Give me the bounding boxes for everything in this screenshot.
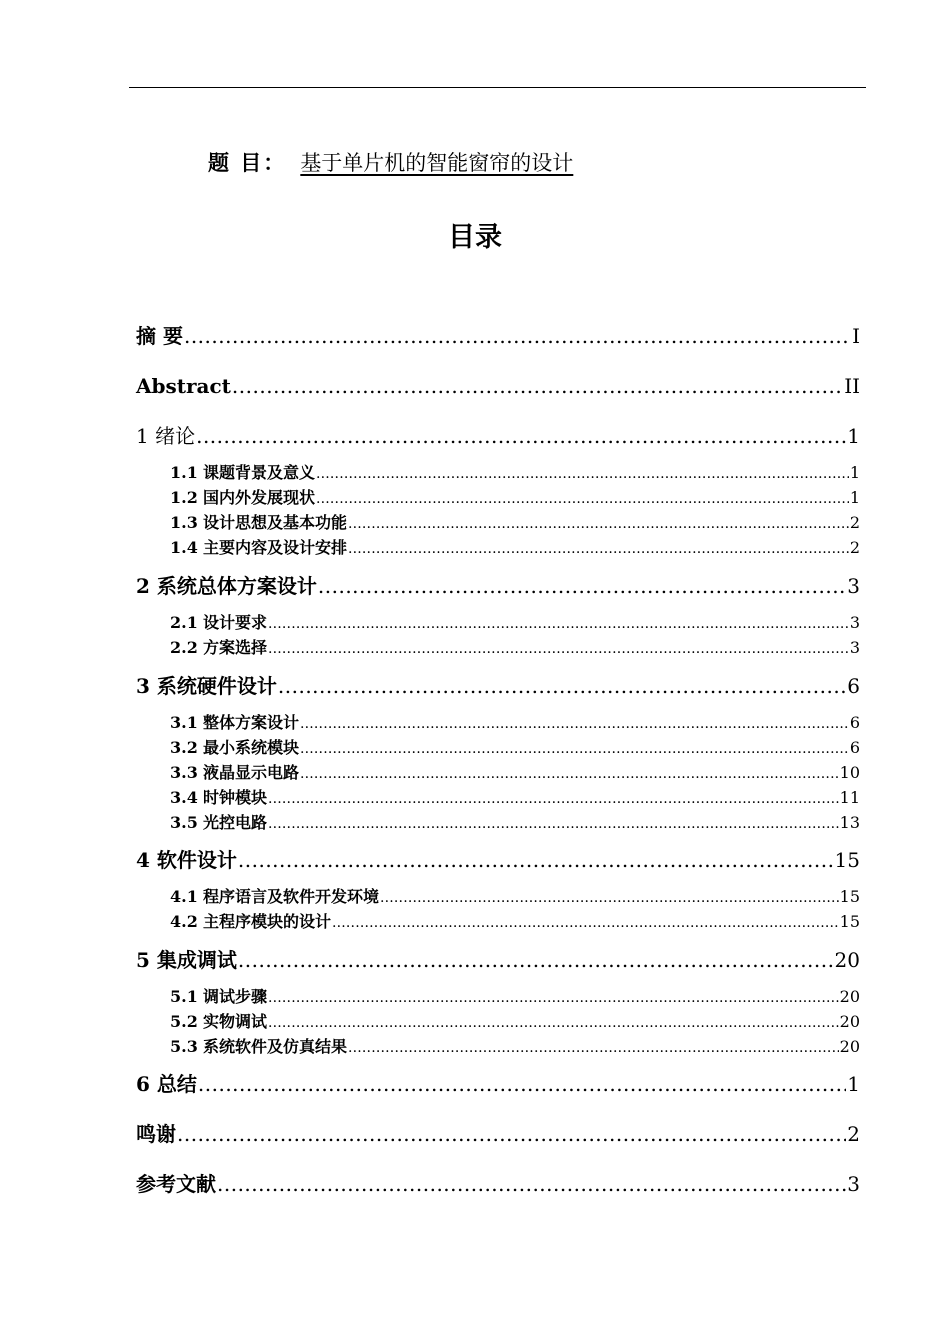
dot-leader <box>278 672 846 700</box>
toc-entry-3-5[interactable] <box>170 812 860 835</box>
toc-entry-1-3[interactable] <box>170 512 860 535</box>
dot-leader <box>268 986 839 1009</box>
toc-section-number: 1.1 <box>170 463 198 482</box>
toc-entry-page: 1 <box>849 463 860 482</box>
toc-entry-page: 15 <box>839 912 860 931</box>
toc-entry-page: 20 <box>839 1037 860 1056</box>
dot-leader <box>177 1120 846 1148</box>
toc-section-title: 程序语言及软件开发环境 <box>202 887 379 906</box>
toc-entry-3-2[interactable] <box>170 737 860 760</box>
dot-leader <box>332 911 839 934</box>
toc-section-title: 主程序模块的设计 <box>202 912 331 931</box>
toc-section-title: 调试步骤 <box>202 987 267 1006</box>
toc-section-number: 4.1 <box>170 887 198 906</box>
subject-label: 题 目： <box>208 150 287 175</box>
toc-entry-label: 参考文献 <box>136 1172 216 1196</box>
dot-leader <box>300 737 849 760</box>
toc-section-title: 系统软件及仿真结果 <box>202 1037 347 1056</box>
toc-entry-label: 1 绪论 <box>136 424 196 448</box>
dot-leader <box>268 612 849 635</box>
toc-entry-page: 3 <box>847 1172 860 1196</box>
dot-leader <box>348 1036 839 1059</box>
toc-entry-ch5[interactable] <box>136 946 860 974</box>
dot-leader <box>300 762 839 785</box>
dot-leader <box>316 487 849 510</box>
subject-value: 基于单片机的智能窗帘的设计 <box>300 151 574 175</box>
toc-entry-page: 2 <box>849 538 860 557</box>
toc-entry-label: 摘 要 <box>136 324 183 348</box>
toc-entry-1-4[interactable] <box>170 537 860 560</box>
toc-section-number: 3.4 <box>170 788 198 807</box>
toc-entry-page: II <box>844 374 860 398</box>
toc-entry-page: 20 <box>834 948 860 972</box>
toc-section-title: 课题背景及意义 <box>202 463 315 482</box>
dot-leader <box>318 572 846 600</box>
toc-entry-ch3[interactable] <box>136 672 860 700</box>
toc-section-number: 5.3 <box>170 1037 198 1056</box>
toc-entry-ch4[interactable] <box>136 846 860 874</box>
toc-entry-page: 2 <box>847 1122 860 1146</box>
toc-entry-label: 鸣谢 <box>136 1122 176 1146</box>
toc-entry-page: 20 <box>839 1012 860 1031</box>
toc-section-number: 5.1 <box>170 987 198 1006</box>
toc-section-title: 整体方案设计 <box>202 713 299 732</box>
dot-leader <box>268 787 839 810</box>
toc-entry-label: 6 总结 <box>136 1072 197 1096</box>
dot-leader <box>217 1170 846 1198</box>
dot-leader <box>232 372 843 400</box>
toc-entry-5-3[interactable] <box>170 1036 860 1059</box>
toc-entry-page: 3 <box>847 574 860 598</box>
toc-entry-4-2[interactable] <box>170 911 860 934</box>
toc-section-title: 实物调试 <box>202 1012 267 1031</box>
dot-leader <box>268 812 839 835</box>
toc-entry-page: 3 <box>849 613 860 632</box>
toc-entry-page: 6 <box>849 738 860 757</box>
dot-leader <box>300 712 849 735</box>
toc-section-title: 液晶显示电路 <box>202 763 299 782</box>
toc-section-title: 国内外发展现状 <box>202 488 315 507</box>
toc-entry-thanks[interactable] <box>136 1120 860 1148</box>
toc-section-title: 主要内容及设计安排 <box>202 538 347 557</box>
toc-section-title: 设计思想及基本功能 <box>202 513 347 532</box>
toc-entry-page: I <box>852 324 860 348</box>
toc-entry-ch2[interactable] <box>136 572 860 600</box>
toc-section-title: 光控电路 <box>202 813 267 832</box>
toc-section-number: 1.2 <box>170 488 198 507</box>
toc-entry-page: 10 <box>839 763 860 782</box>
toc-entry-3-1[interactable] <box>170 712 860 735</box>
toc-section-number: 3.5 <box>170 813 198 832</box>
toc-entry-page: 1 <box>849 488 860 507</box>
toc-entry-2-1[interactable] <box>170 612 860 635</box>
dot-leader <box>268 637 849 660</box>
toc-entry-page: 2 <box>849 513 860 532</box>
toc-entry-abstract-cn[interactable] <box>136 322 860 350</box>
toc-entry-page: 6 <box>847 674 860 698</box>
toc-title: 目录 <box>448 222 502 253</box>
dot-leader <box>348 537 849 560</box>
toc-entry-2-2[interactable] <box>170 637 860 660</box>
toc-section-number: 3.3 <box>170 763 198 782</box>
toc-entry-page: 1 <box>847 424 860 448</box>
toc-entry-3-3[interactable] <box>170 762 860 785</box>
dot-leader <box>268 1011 839 1034</box>
toc-section-number: 3.2 <box>170 738 198 757</box>
dot-leader <box>196 422 846 450</box>
toc-section-number: 2.1 <box>170 613 198 632</box>
dot-leader <box>184 322 851 350</box>
toc-entry-page: 15 <box>839 887 860 906</box>
toc-section-number: 1.4 <box>170 538 198 557</box>
toc-section-number: 1.3 <box>170 513 198 532</box>
toc-entry-references[interactable] <box>136 1170 860 1198</box>
toc-entry-page: 3 <box>849 638 860 657</box>
toc-entry-page: 20 <box>839 987 860 1006</box>
toc-section-title: 最小系统模块 <box>202 738 299 757</box>
dot-leader <box>348 512 849 535</box>
dot-leader <box>380 886 839 909</box>
toc-section-number: 5.2 <box>170 1012 198 1031</box>
toc-section-number: 4.2 <box>170 912 198 931</box>
toc-entry-page: 11 <box>839 788 860 807</box>
toc-section-title: 设计要求 <box>202 613 267 632</box>
toc-entry-1-1[interactable] <box>170 462 860 485</box>
toc-section-title: 方案选择 <box>202 638 267 657</box>
toc-entry-label: Abstract <box>136 374 231 398</box>
toc-entry-page: 1 <box>847 1072 860 1096</box>
toc-section-title: 时钟模块 <box>202 788 267 807</box>
toc-entry-ch6[interactable] <box>136 1070 860 1098</box>
toc-entry-4-1[interactable] <box>170 886 860 909</box>
toc-entry-label: 3 系统硬件设计 <box>136 674 277 698</box>
toc-entry-abstract-en[interactable] <box>136 372 860 400</box>
toc-entry-label: 5 集成调试 <box>136 948 237 972</box>
toc-entry-page: 15 <box>834 848 860 872</box>
toc-entry-label: 4 软件设计 <box>136 848 237 872</box>
toc-entry-label: 2 系统总体方案设计 <box>136 574 317 598</box>
toc-entry-page: 6 <box>849 713 860 732</box>
dot-leader <box>198 1070 846 1098</box>
dot-leader <box>316 462 849 485</box>
toc-entry-5-1[interactable] <box>170 986 860 1009</box>
toc-section-number: 2.2 <box>170 638 198 657</box>
toc-entry-page: 13 <box>839 813 860 832</box>
toc-entry-1-2[interactable] <box>170 487 860 510</box>
toc-entry-5-2[interactable] <box>170 1011 860 1034</box>
dot-leader <box>238 846 834 874</box>
toc-section-number: 3.1 <box>170 713 198 732</box>
toc-entry-3-4[interactable] <box>170 787 860 810</box>
dot-leader <box>238 946 834 974</box>
toc-entry-ch1[interactable] <box>136 422 860 450</box>
